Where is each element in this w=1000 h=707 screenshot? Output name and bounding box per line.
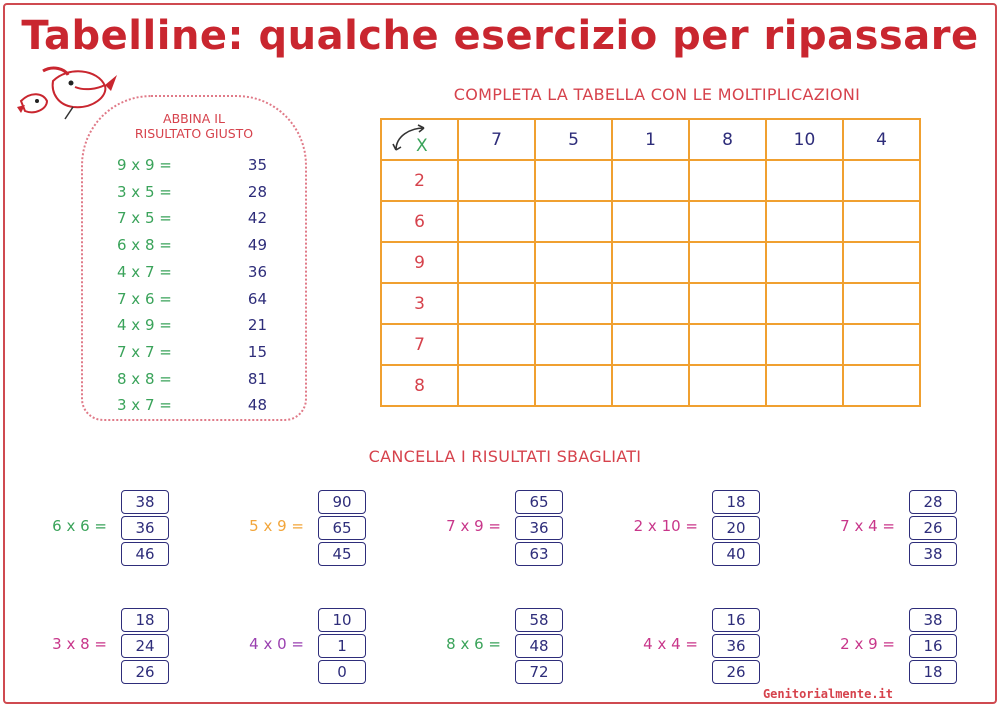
table-column-header: 5 [535, 119, 612, 160]
answer-option[interactable]: 90 [318, 490, 366, 514]
table-row [381, 283, 920, 324]
match-row [117, 153, 277, 177]
match-result[interactable]: 15 [247, 342, 267, 361]
answer-option[interactable]: 38 [909, 542, 957, 566]
cancel-exercise [405, 608, 595, 688]
answer-cell[interactable] [535, 283, 612, 324]
match-result[interactable]: 21 [247, 316, 267, 335]
table-column-header: 4 [843, 119, 920, 160]
table-column-header: 1 [612, 119, 689, 160]
cancel-exercise [11, 608, 201, 688]
answer-option[interactable]: 46 [121, 542, 169, 566]
answer-cell[interactable] [535, 201, 612, 242]
answer-cell[interactable] [612, 324, 689, 365]
answer-option[interactable]: 45 [318, 542, 366, 566]
answer-option[interactable]: 18 [909, 660, 957, 684]
answer-cell[interactable] [458, 201, 535, 242]
answer-option[interactable]: 1 [318, 634, 366, 658]
answer-option[interactable]: 0 [318, 660, 366, 684]
answer-cell[interactable] [689, 324, 766, 365]
cancel-exercise [208, 490, 398, 570]
exercise-expression: 2 x 9 = [840, 635, 895, 653]
exercise-expression: 6 x 6 = [52, 517, 107, 535]
cancel-exercise [208, 608, 398, 688]
table-column-header: 8 [689, 119, 766, 160]
answer-option[interactable]: 36 [515, 516, 563, 540]
answer-cell[interactable] [766, 160, 843, 201]
answer-cell[interactable] [843, 201, 920, 242]
match-expression: 7 x 7 = [117, 342, 172, 361]
match-expression: 8 x 8 = [117, 369, 172, 388]
match-row [117, 260, 277, 284]
match-row [117, 367, 277, 391]
exercise-expression: 5 x 9 = [249, 517, 304, 535]
match-expression: 3 x 7 = [117, 396, 172, 415]
table-row [381, 160, 920, 201]
match-result[interactable]: 49 [247, 236, 267, 255]
table-column-header: 7 [458, 119, 535, 160]
answer-cell[interactable] [843, 283, 920, 324]
exercise-expression: 3 x 8 = [52, 635, 107, 653]
answer-cell[interactable] [843, 324, 920, 365]
answer-option[interactable]: 26 [909, 516, 957, 540]
answer-cell[interactable] [689, 201, 766, 242]
table-row-header: 7 [381, 324, 458, 365]
table-row-header: 3 [381, 283, 458, 324]
match-result[interactable]: 28 [247, 182, 267, 201]
answer-cell[interactable] [766, 242, 843, 283]
answer-cell[interactable] [689, 242, 766, 283]
table-row-header: 6 [381, 201, 458, 242]
cancel-exercise [602, 608, 792, 688]
answer-option[interactable]: 20 [712, 516, 760, 540]
answer-cell[interactable] [458, 160, 535, 201]
answer-cell[interactable] [535, 365, 612, 406]
answer-cell[interactable] [689, 283, 766, 324]
table-row [381, 365, 920, 406]
table-corner-label: X [416, 136, 428, 156]
answer-cell[interactable] [612, 160, 689, 201]
answer-option[interactable]: 28 [909, 490, 957, 514]
answer-option[interactable]: 40 [712, 542, 760, 566]
table-row [381, 201, 920, 242]
answer-option[interactable]: 16 [909, 634, 957, 658]
answer-option[interactable]: 10 [318, 608, 366, 632]
answer-cell[interactable] [843, 242, 920, 283]
cancel-exercise [11, 490, 201, 570]
answer-cell[interactable] [766, 283, 843, 324]
match-result[interactable]: 42 [247, 209, 267, 228]
answer-cell[interactable] [689, 365, 766, 406]
answer-option[interactable]: 65 [515, 490, 563, 514]
answer-option[interactable]: 18 [121, 608, 169, 632]
exercise-expression: 7 x 4 = [840, 517, 895, 535]
match-result[interactable]: 64 [247, 289, 267, 308]
table-corner [381, 119, 458, 160]
match-result[interactable]: 48 [247, 396, 267, 415]
exercise-expression: 7 x 9 = [446, 517, 501, 535]
answer-cell[interactable] [458, 283, 535, 324]
match-expression: 3 x 5 = [117, 182, 172, 201]
match-heading-line2: RISULTATO GIUSTO [134, 126, 254, 141]
match-result[interactable]: 36 [247, 262, 267, 281]
answer-option[interactable]: 72 [515, 660, 563, 684]
answer-cell[interactable] [766, 201, 843, 242]
match-row [117, 287, 277, 311]
answer-cell[interactable] [766, 365, 843, 406]
match-row [117, 393, 277, 417]
answer-option[interactable]: 48 [515, 634, 563, 658]
table-row-header: 9 [381, 242, 458, 283]
answer-option[interactable]: 36 [712, 634, 760, 658]
match-expression: 4 x 7 = [117, 262, 172, 281]
match-result[interactable]: 81 [247, 369, 267, 388]
match-heading [81, 111, 307, 141]
answer-cell[interactable] [612, 365, 689, 406]
cancel-exercise [799, 490, 989, 570]
answer-cell[interactable] [843, 365, 920, 406]
cancel-exercise [405, 490, 595, 570]
cancel-heading: CANCELLA I RISULTATI SBAGLIATI [368, 447, 642, 466]
table-row-header: 8 [381, 365, 458, 406]
answer-cell[interactable] [612, 283, 689, 324]
answer-cell[interactable] [535, 160, 612, 201]
answer-option[interactable]: 58 [515, 608, 563, 632]
answer-cell[interactable] [612, 242, 689, 283]
answer-option[interactable]: 63 [515, 542, 563, 566]
answer-cell[interactable] [535, 324, 612, 365]
match-expression: 4 x 9 = [117, 316, 172, 335]
answer-option[interactable]: 26 [712, 660, 760, 684]
match-expression: 6 x 8 = [117, 236, 172, 255]
answer-option[interactable]: 24 [121, 634, 169, 658]
match-row [117, 340, 277, 364]
exercise-expression: 4 x 4 = [643, 635, 698, 653]
worksheet [3, 3, 997, 704]
match-row [117, 313, 277, 337]
answer-option[interactable]: 38 [909, 608, 957, 632]
match-row [117, 233, 277, 257]
match-expression: 9 x 9 = [117, 156, 172, 174]
table-header-row [381, 119, 920, 160]
cancel-exercise [799, 608, 989, 688]
answer-option[interactable]: 16 [712, 608, 760, 632]
answer-cell[interactable] [458, 365, 535, 406]
multiplication-table [380, 118, 921, 407]
answer-cell[interactable] [612, 201, 689, 242]
match-expression: 7 x 6 = [117, 289, 172, 308]
table-row [381, 242, 920, 283]
answer-cell[interactable] [458, 242, 535, 283]
answer-option[interactable]: 38 [121, 490, 169, 514]
answer-cell[interactable] [535, 242, 612, 283]
cancel-exercise [602, 490, 792, 570]
exercise-expression: 8 x 6 = [446, 635, 501, 653]
table-heading: COMPLETA LA TABELLA CON LE MOLTIPLICAZIONI [453, 85, 861, 104]
page-title: Tabelline: qualche esercizio per ripassare [21, 13, 979, 59]
match-row [117, 180, 277, 204]
answer-cell[interactable] [766, 324, 843, 365]
answer-cell[interactable] [458, 324, 535, 365]
answer-option[interactable]: 26 [121, 660, 169, 684]
exercise-expression: 2 x 10 = [633, 517, 698, 535]
answer-cell[interactable] [689, 160, 766, 201]
match-row [117, 206, 277, 230]
match-heading-line1: ABBINA IL [163, 111, 225, 126]
table-column-header: 10 [766, 119, 843, 160]
match-result[interactable]: 35 [247, 156, 267, 174]
table-row [381, 324, 920, 365]
answer-option[interactable]: 18 [712, 490, 760, 514]
credit-text: Genitorialmente.it [762, 687, 893, 701]
match-expression: 7 x 5 = [117, 209, 172, 228]
answer-option[interactable]: 36 [121, 516, 169, 540]
answer-option[interactable]: 65 [318, 516, 366, 540]
exercise-expression: 4 x 0 = [249, 635, 304, 653]
table-row-header: 2 [381, 160, 458, 201]
answer-cell[interactable] [843, 160, 920, 201]
